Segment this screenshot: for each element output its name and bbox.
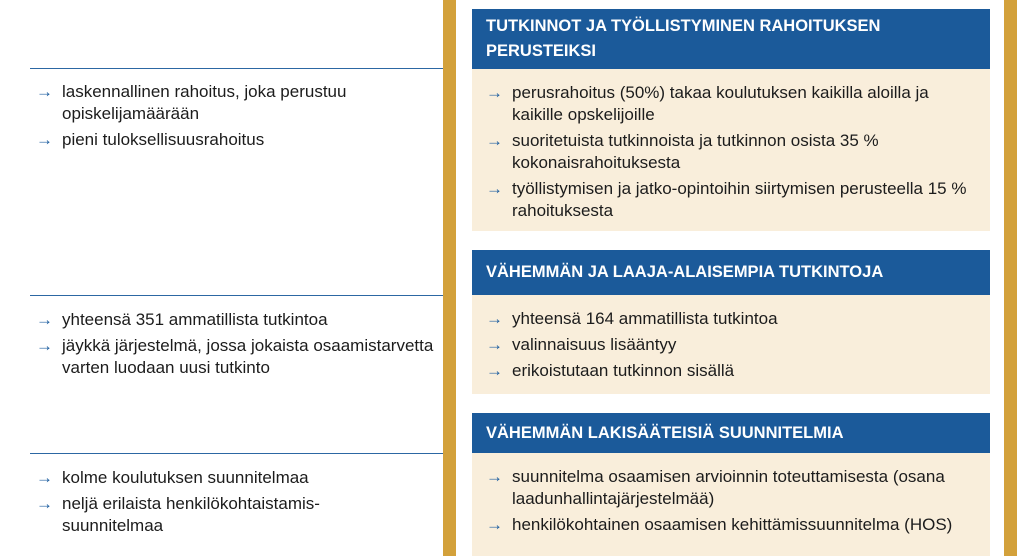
list-item: → yhteensä 164 ammatillista tutkintoa [486,309,778,328]
list-item: → jäykkä järjestelmä, jossa jokaista osaamistarvetta varten luodaan uusi tutkinto [36,336,434,377]
arrow-right-icon: → [486,467,503,486]
arrow-right-icon: → [486,335,503,354]
section-body-funding [472,69,990,231]
list-item: → työllistymisen ja jatko-opintoihin siirtymisen perusteella 15 % rahoituksesta [486,179,967,220]
left-list-1 [36,81,441,155]
section-header-plans: VÄHEMMÄN LAKISÄÄTEISIÄ SUUNNITELMIA [472,413,990,453]
list-item: → perusrahoitus (50%) takaa koulutuksen kaikilla aloilla ja kaikille opskelijoille [486,83,929,124]
section-divider-3 [30,453,443,454]
arrow-right-icon: → [36,130,53,149]
section-header-funding: TUTKINNOT JA TYÖLLISTYMINEN RAHOITUKSEN PERUSTEIKSI [472,9,990,69]
section-divider-1 [30,68,443,69]
section-divider-2 [30,295,443,296]
list-item: → kolme koulutuksen suunnitelmaa [36,468,309,487]
list-item: → neljä erilaista henkilökohtaistamis-suunnitelmaa [36,494,320,535]
left-list-3 [36,467,441,541]
list-item: → laskennallinen rahoitus, joka perustuu opiskelijamäärään [36,82,347,123]
arrow-right-icon: → [486,309,503,328]
list-item: → pieni tuloksellisuusrahoitus [36,130,265,149]
arrow-right-icon: → [36,82,53,101]
section-body-degrees [472,295,990,394]
list-item: → henkilökohtainen osaamisen kehittämissuunnitelma (HOS) [486,515,953,534]
list-item: → valinnaisuus lisääntyy [486,335,677,354]
list-item: → suoritetuista tutkinnoista ja tutkinnon osista 35 % kokonaisrahoituksesta [486,131,879,172]
list-item: → yhteensä 351 ammatillista tutkintoa [36,310,328,329]
arrow-right-icon: → [36,336,53,355]
list-item: → erikoistutaan tutkinnon sisällä [486,361,735,380]
arrow-right-icon: → [486,131,503,150]
arrow-right-icon: → [486,179,503,198]
divider-bar-left [443,0,456,556]
arrow-right-icon: → [486,515,503,534]
section-header-degrees: VÄHEMMÄN JA LAAJA-ALAISEMPIA TUTKINTOJA [472,250,990,295]
arrow-right-icon: → [36,468,53,487]
section-body-plans [472,453,990,556]
arrow-right-icon: → [486,361,503,380]
arrow-right-icon: → [486,83,503,102]
arrow-right-icon: → [36,310,53,329]
left-list-2 [36,309,441,383]
divider-bar-right [1004,0,1017,556]
arrow-right-icon: → [36,494,53,513]
list-item: → suunnitelma osaamisen arvioinnin toteuttamisesta (osana laadunhallintajärjestelmää) [486,467,945,508]
